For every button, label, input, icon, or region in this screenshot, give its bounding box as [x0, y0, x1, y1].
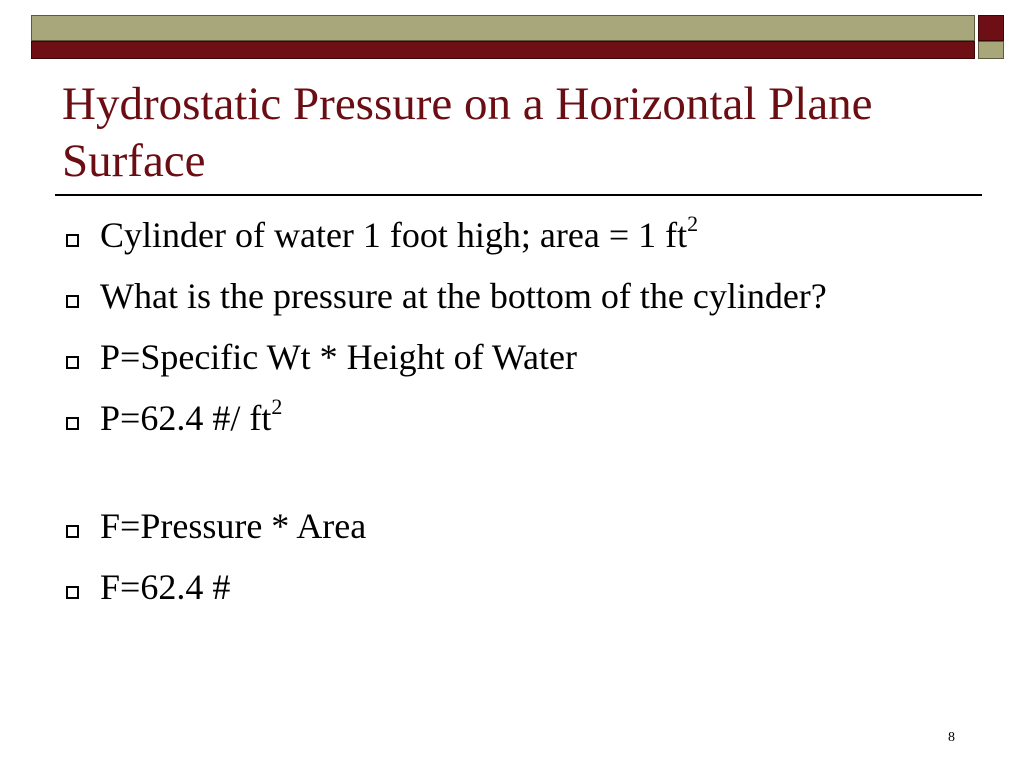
bullet-item: [62, 393, 962, 443]
bullet-item: [62, 562, 962, 612]
slide-title: Hydrostatic Pressure on a Horizontal Plane Surface: [62, 78, 873, 187]
bullet-text: P=Specific Wt * Height of Water: [100, 337, 577, 377]
hollow-square-icon: [66, 525, 79, 538]
title-underline: [55, 194, 982, 196]
page-number: 8: [948, 730, 955, 745]
bullet-item: [62, 332, 962, 382]
bullet-text: P=62.4 #/ ft: [100, 398, 272, 438]
hollow-square-icon: [66, 417, 79, 430]
bullet-item: [62, 271, 962, 321]
header-maroon-square: [978, 15, 1004, 41]
bullet-text: What is the pressure at the bottom of the cylinder?: [100, 276, 827, 316]
hollow-square-icon: [66, 586, 79, 599]
bullet-text: Cylinder of water 1 foot high; area = 1 ft: [100, 215, 688, 255]
header-olive-bar: [31, 15, 975, 41]
hollow-square-icon: [66, 234, 79, 247]
bullet-superscript: 2: [687, 211, 699, 236]
header-olive-square: [978, 41, 1004, 59]
bullet-text: F=62.4 #: [100, 567, 231, 607]
hollow-square-icon: [66, 356, 79, 369]
bullet-text: F=Pressure * Area: [100, 506, 367, 546]
bullet-item: [62, 210, 962, 260]
bullet-superscript: 2: [271, 394, 283, 419]
bullet-item: [62, 501, 962, 551]
bullet-list: [62, 210, 962, 623]
header-maroon-bar: [31, 41, 975, 59]
hollow-square-icon: [66, 295, 79, 308]
